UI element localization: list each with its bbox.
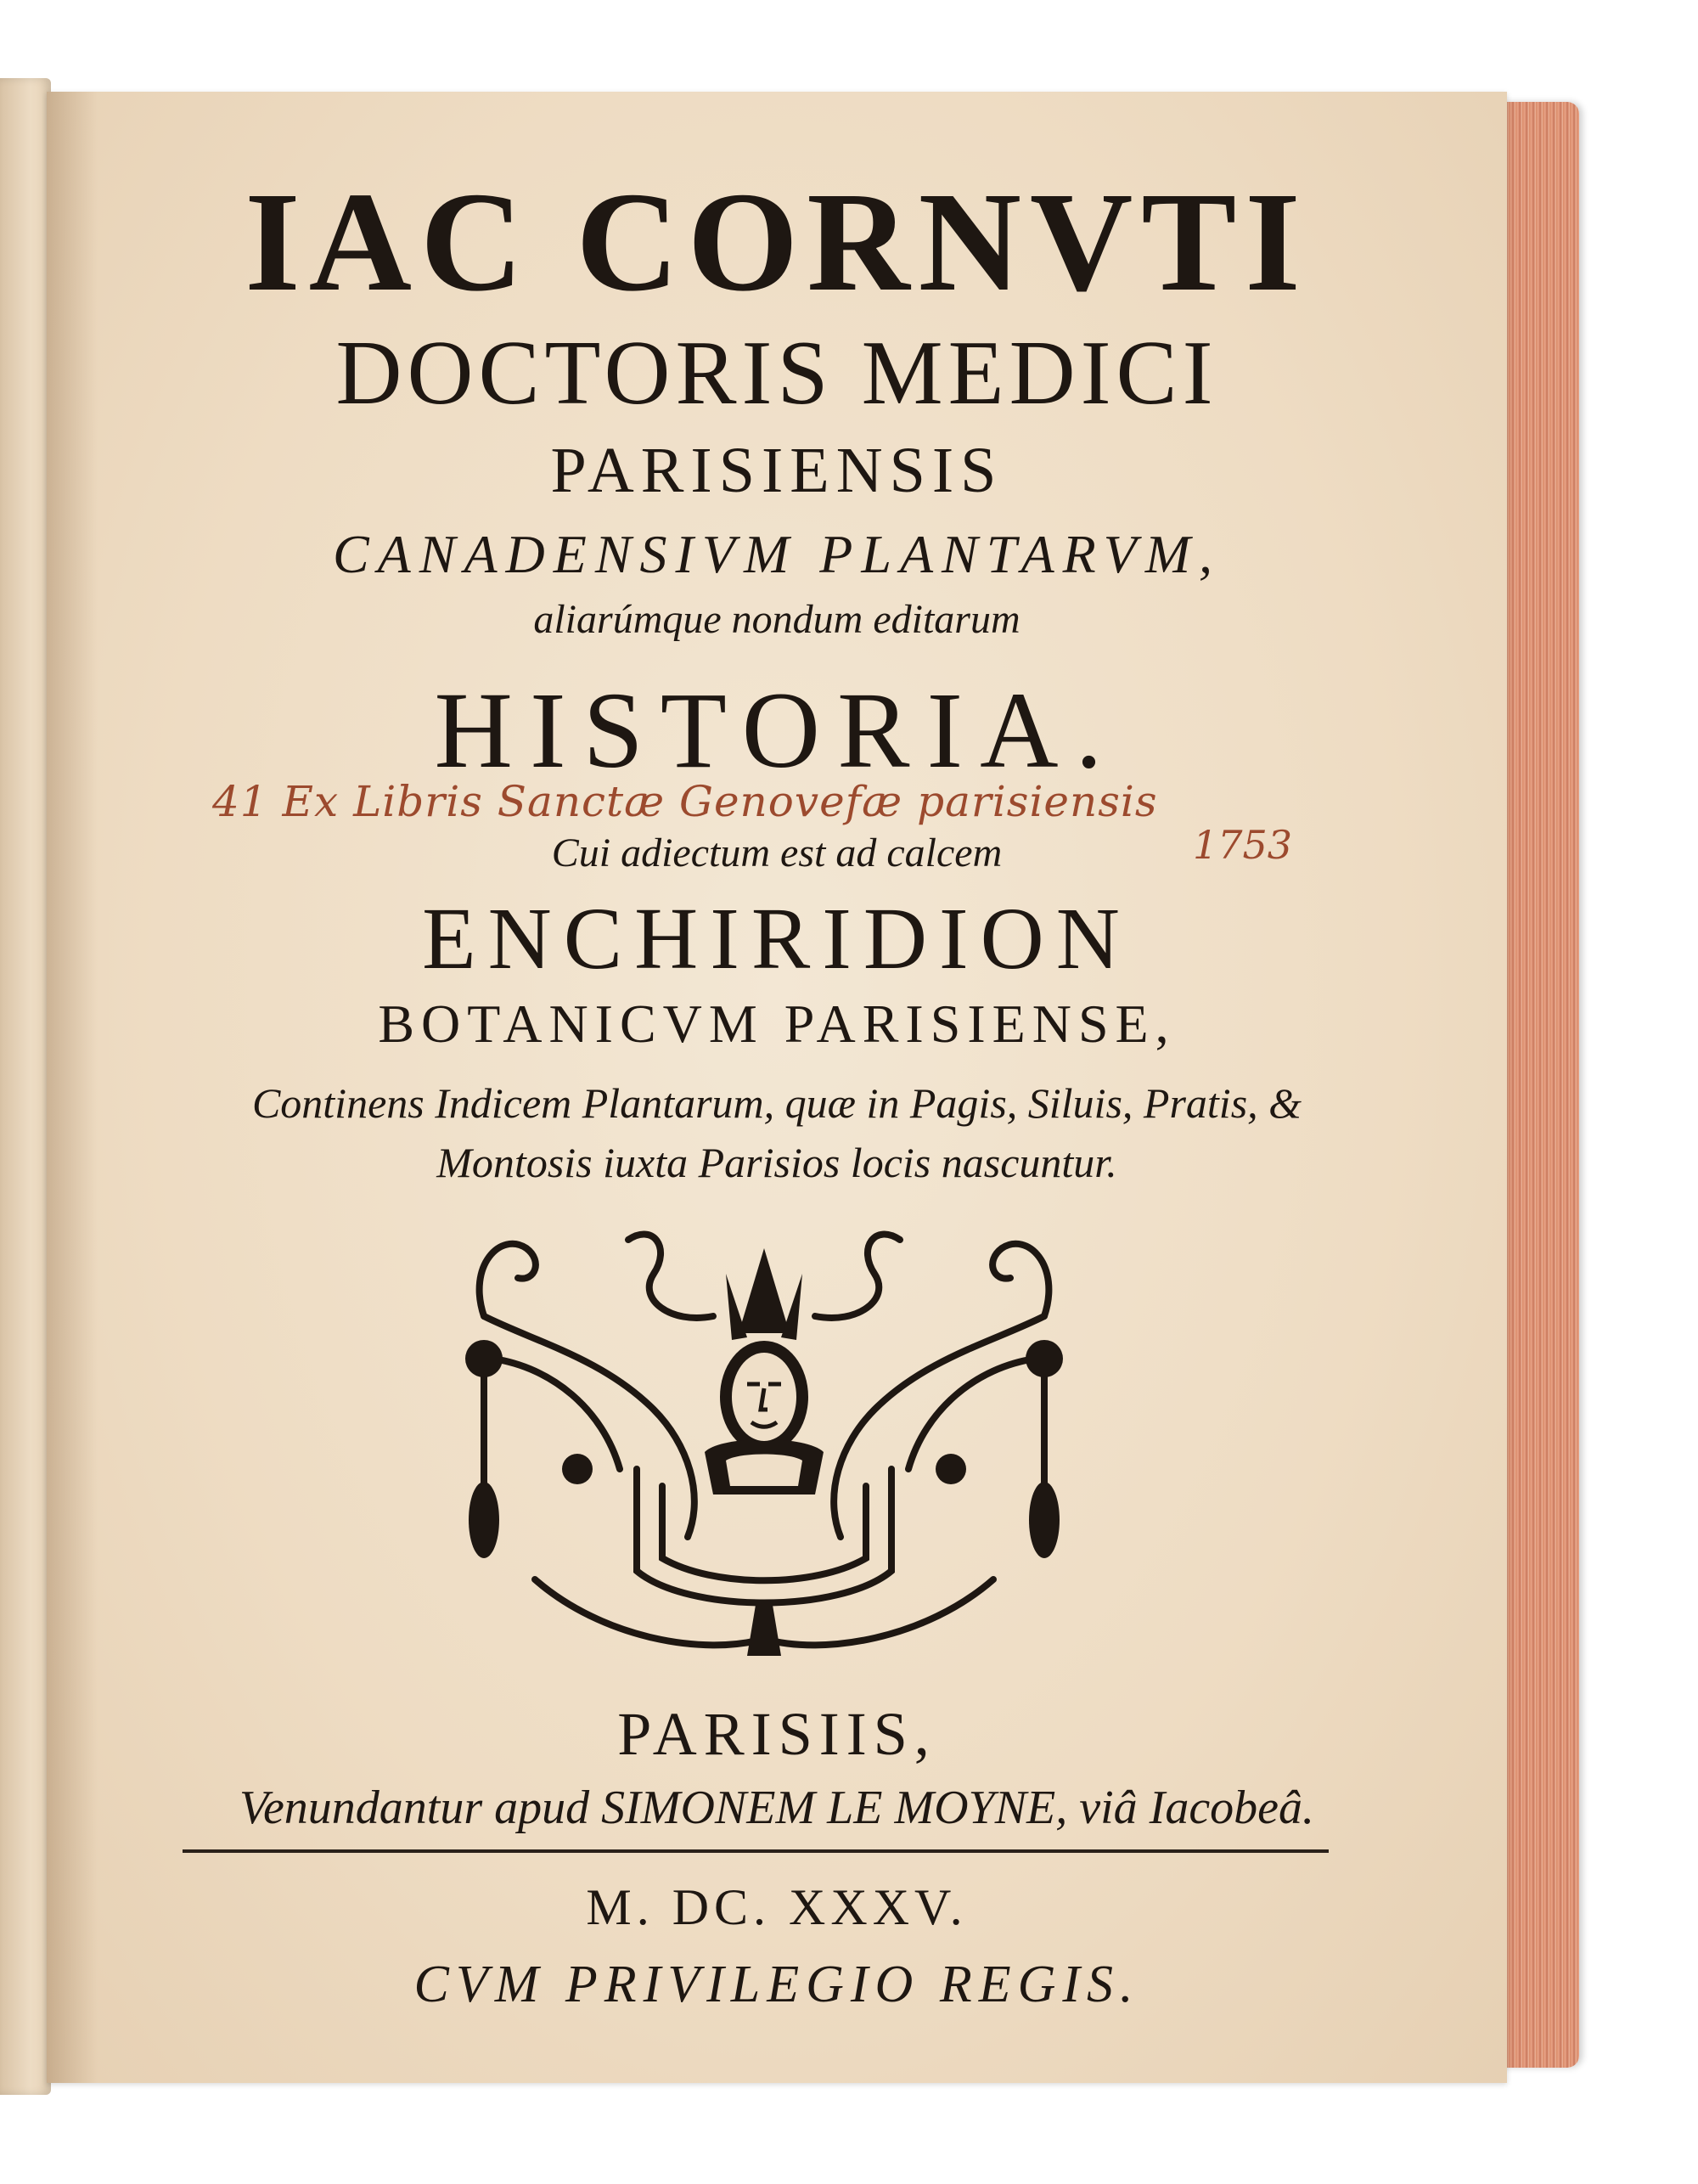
ownership-inscription: 41 Ex Libris Sanctæ Genovefæ parisiensis [212,777,1158,826]
imprint-date: M. DC. XXXV. [586,1879,968,1935]
appendix-description: Continens Indicem Plantarum, quæ in Pagis, Siluis, Pratis, & [251,1079,1302,1127]
left-page-leaf [0,78,51,2095]
author-name: IAC CORNVTI [245,163,1309,321]
work-title: HISTORIA. [434,670,1120,791]
imprint-city: PARISIIS, [617,1700,936,1768]
imprint-publisher: Venundantur apud SIMONEM LE MOYNE, viâ Iacobeâ. [239,1782,1315,1834]
appendix-subtitle: BOTANICVM PARISIENSE, [378,993,1176,1054]
author-city: PARISIENSIS [550,435,1004,506]
imprint-rule [183,1849,1329,1853]
printers-device-woodcut [433,1214,1095,1673]
inscription-year: 1753 [1193,822,1293,868]
appendix-note: Cui adiectum est ad calcem [551,830,1003,875]
author-title: DOCTORIS MEDICI [335,323,1218,424]
royal-privilege: CVM PRIVILEGIO REGIS. [413,1956,1140,2013]
appendix-description-continued: Montosis iuxta Parisios locis nascuntur. [436,1139,1117,1186]
appendix-title: ENCHIRIDION [422,890,1132,988]
work-subject: CANADENSIVM PLANTARVM, [332,524,1222,584]
work-subject-continued: aliarúmque nondum editarum [533,597,1020,642]
